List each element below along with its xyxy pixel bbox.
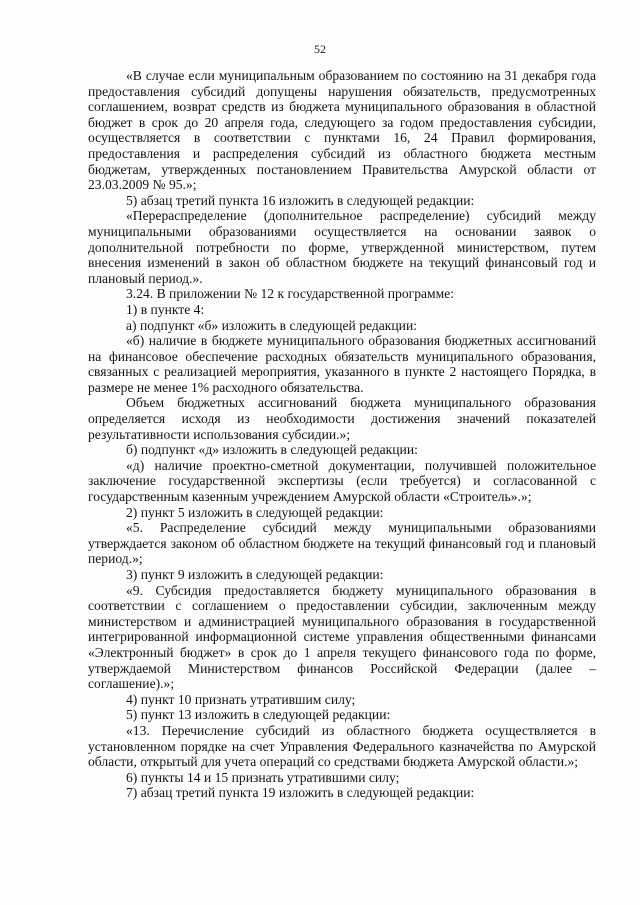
- paragraph: «д) наличие проектно-сметной документации, получившей положительное заключение государственной экспертизы (если требуется) и согласованной с государственным казенным учреждением Амурской области «Строитель».»;: [88, 457, 596, 505]
- paragraph: б) подпункт «д» изложить в следующей редакции:: [126, 442, 418, 458]
- paragraph: а) подпункт «б» изложить в следующей редакции:: [126, 317, 418, 333]
- paragraph: Объем бюджетных ассигнований бюджета муниципального образования определяется исходя из необходимости достижения значений показателей результативности использования субсидии.»;: [88, 395, 596, 442]
- paragraph: 1) в пункте 4:: [126, 301, 205, 317]
- paragraph: «5. Распределение субсидий между муниципальными образованиями утверждается законом об областном бюджете на текущий финансовый год и плановый период.»;: [88, 520, 596, 567]
- document-body: [88, 68, 596, 801]
- paragraph: 2) пункт 5 изложить в следующей редакции:: [126, 504, 384, 520]
- paragraph: 7) абзац третий пункта 19 изложить в следующей редакции:: [126, 785, 475, 801]
- paragraph: «б) наличие в бюджете муниципального образования бюджетных ассигнований на финансовое обеспечение расходных обязательств муниципального образования, связанных с реализацией мероприятия, указанного в пункте 2 настоящего Порядка, в размере не менее 1% расходного обязательства.: [88, 333, 596, 395]
- paragraph: «Перераспределение (дополнительное распределение) субсидий между муниципальными образованиями осуществляется на основании заявок о дополнительной потребности по форме, утвержденной министерством, путем внесения изменений в закон об областном бюджете на текущий финансовый год и плановый период.».: [88, 208, 596, 286]
- paragraph: «В случае если муниципальным образованием по состоянию на 31 декабря года предоставления субсидий допущены нарушения обязательств, предусмотренных соглашением, возврат средств из бюджета муниципального образования в областной бюджет в срок до 20 апреля года, следующего за годом предоставления субсидии, осуществляется в соответствии с пунктами 16, 24 Правил формирования, предоставления и распределения субсидий из областного бюджета местным бюджетам, утвержденных постановлением Правительства Амурской области от 23.03.2009 № 95.»;: [88, 68, 596, 193]
- paragraph: 5) пункт 13 изложить в следующей редакции:: [126, 707, 391, 723]
- paragraph: «9. Субсидия предоставляется бюджету муниципального образования в соответствии с соглашением о предоставлении субсидии, заключенным между министерством и администрацией муниципального образования в государственной интегрированной информационной системе управления общественными финансами «Электронный бюджет» в срок до 1 апреля текущего финансового года по форме, утверждаемой Министерством финансов Российской Федерации (далее – соглашение).»;: [88, 582, 596, 692]
- paragraph: 3) пункт 9 изложить в следующей редакции:: [126, 567, 384, 582]
- paragraph: 5) абзац третий пункта 16 изложить в следующей редакции:: [126, 192, 475, 208]
- paragraph: «13. Перечисление субсидий из областного бюджета осуществляется в установленном порядке на счет Управления Федерального казначейства по Амурской области, открытый для учета операций со средствами бюджета Амурской области.»;: [88, 722, 596, 770]
- paragraph: 4) пункт 10 признать утратившим силу;: [126, 691, 356, 707]
- page-number: 52: [314, 42, 326, 56]
- paragraph: 3.24. В приложении № 12 к государственной программе:: [126, 286, 455, 302]
- paragraph: 6) пункты 14 и 15 признать утратившими силу;: [126, 769, 400, 785]
